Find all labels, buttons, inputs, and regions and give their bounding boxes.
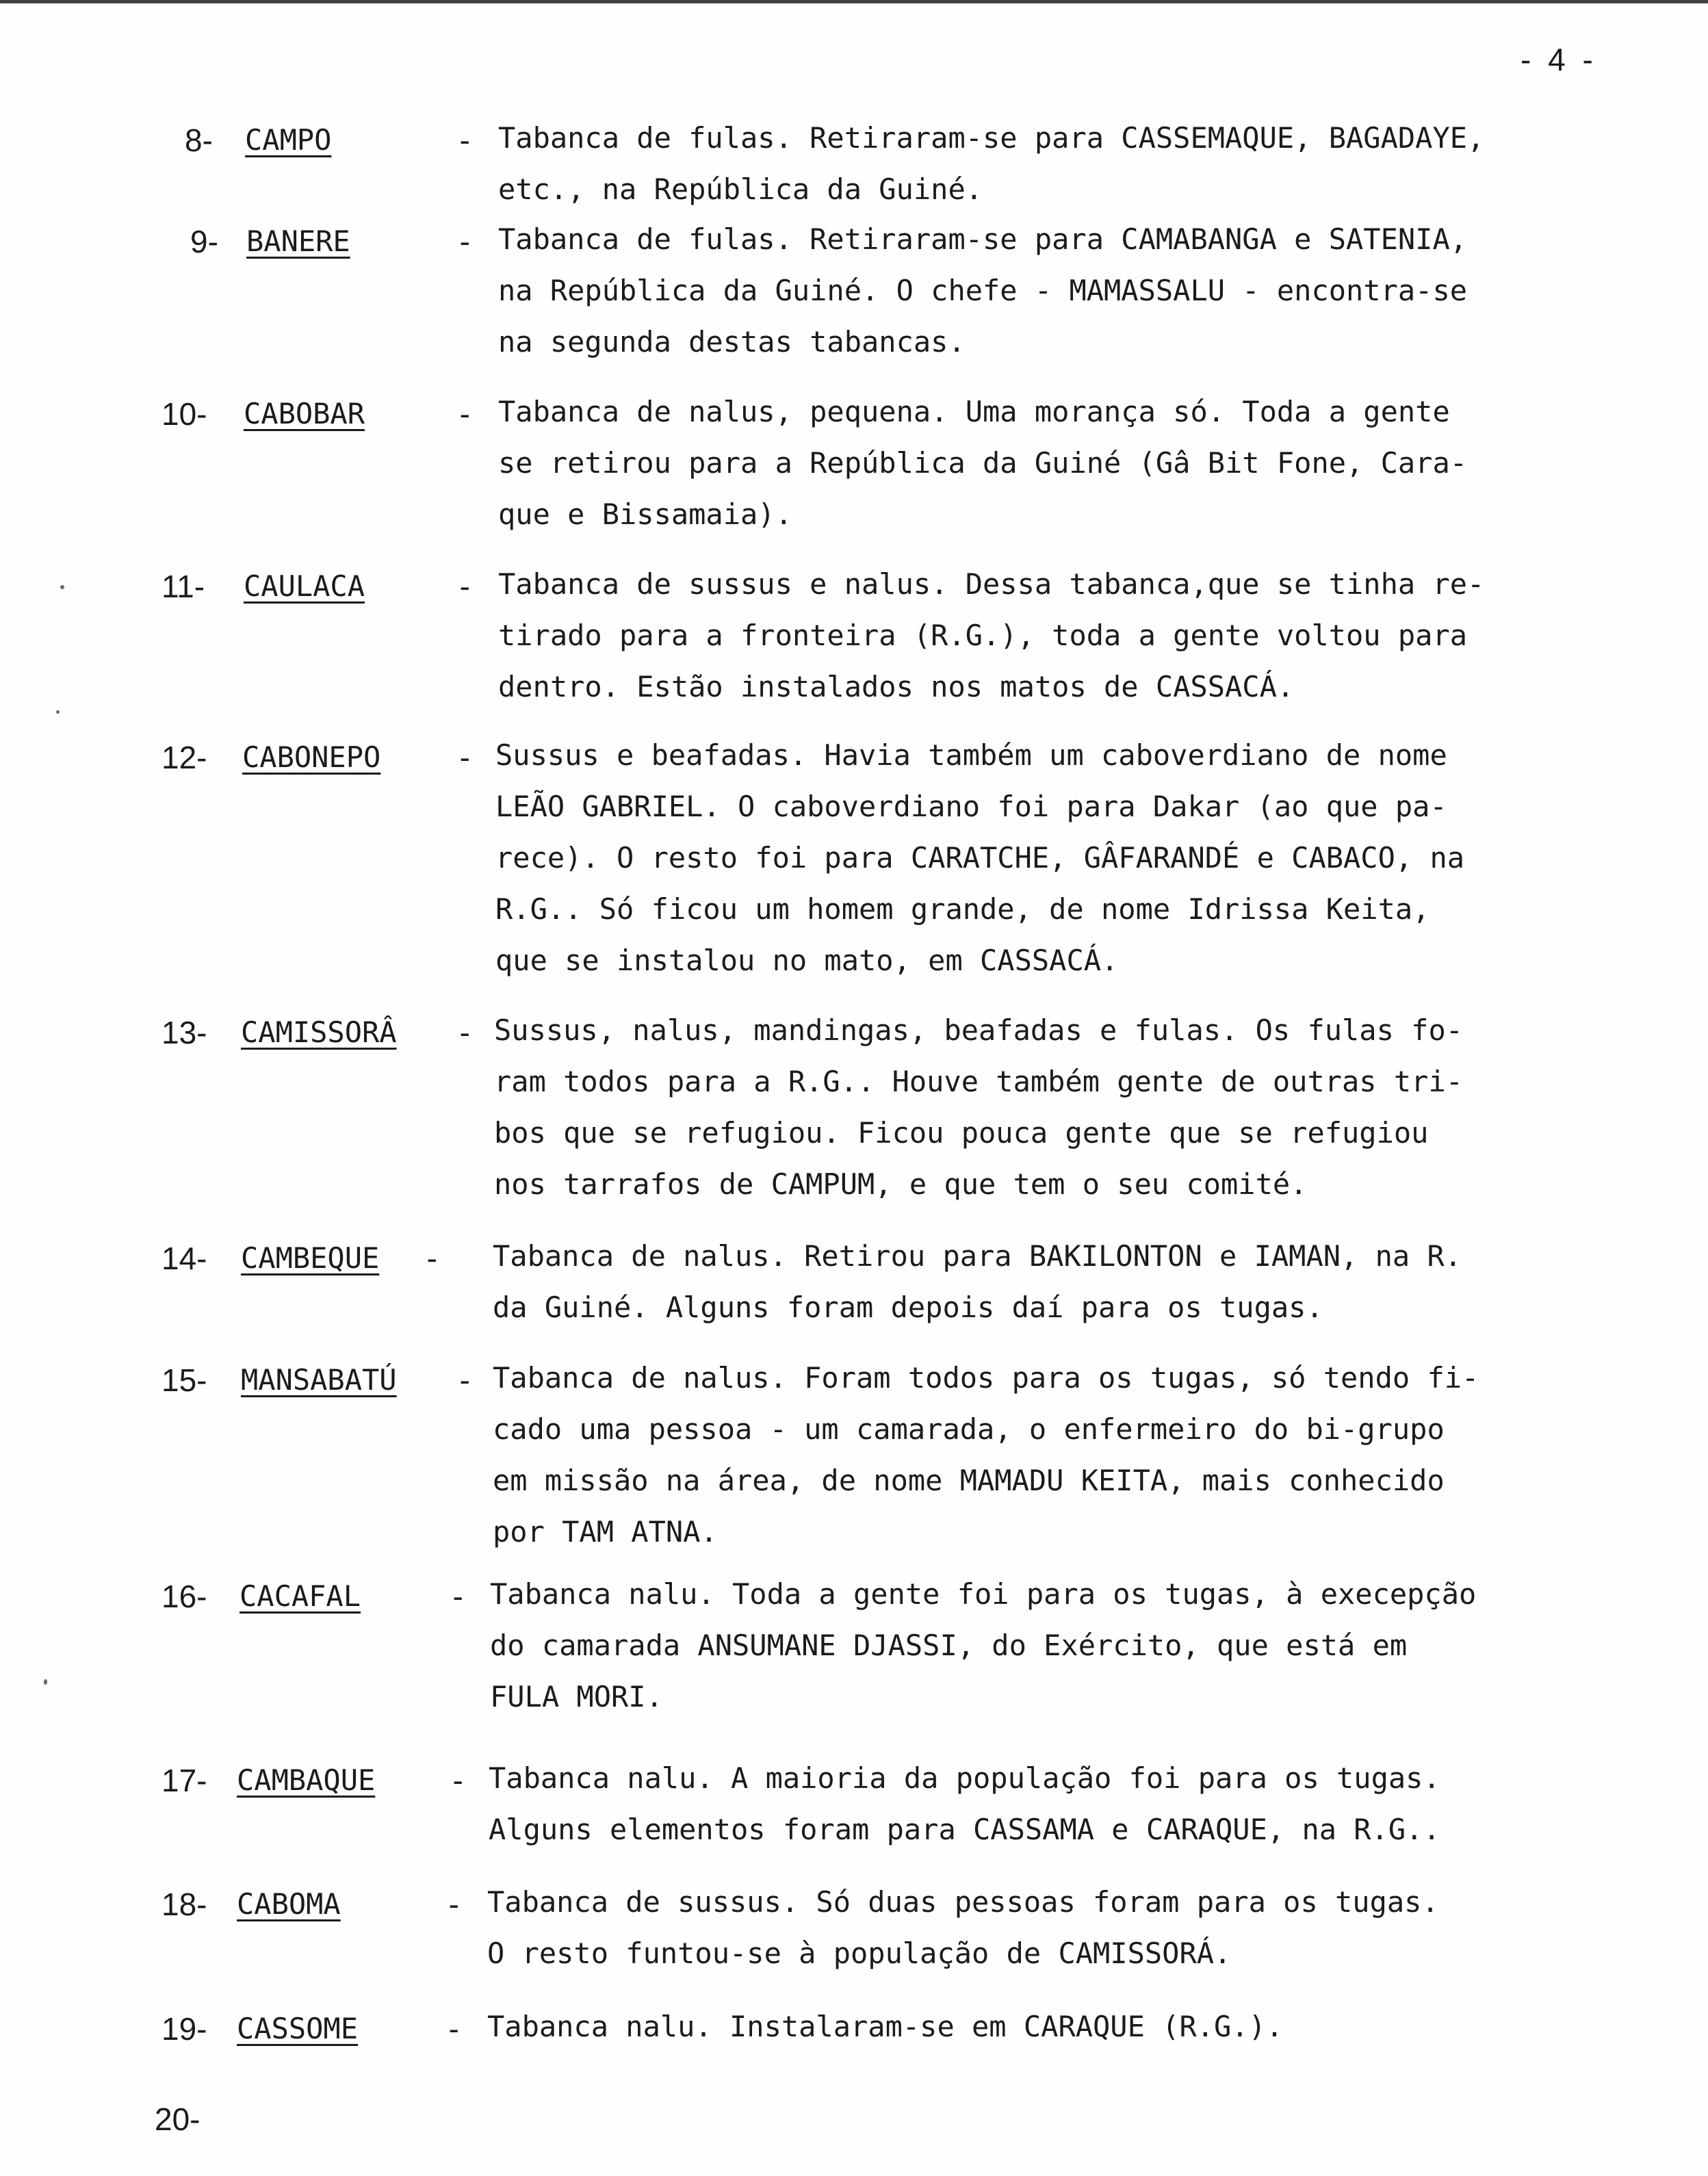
entry-dash: -: [449, 1579, 467, 1614]
entry-number: 12-: [161, 740, 207, 775]
entry-text-line: que se instalou no mato, em CASSACÁ.: [495, 944, 1119, 977]
entry-text-line: Sussus, nalus, mandingas, beafadas e fulas. Os fulas fo-: [494, 1013, 1464, 1047]
place-name: CAMISSORÂ: [241, 1015, 397, 1049]
entry-text-line: na segunda destas tabancas.: [498, 325, 966, 359]
margin-dot: [44, 1679, 47, 1685]
entry-text-line: Sussus e beafadas. Havia também um caboverdiano de nome: [495, 738, 1447, 772]
entry-dash: -: [456, 1363, 474, 1398]
place-name: CABONEPO: [242, 740, 381, 774]
place-name: CAMBAQUE: [237, 1763, 376, 1797]
entry-dash: -: [456, 123, 474, 158]
entry-text-line: Tabanca de nalus. Foram todos para os tugas, só tendo fi-: [493, 1361, 1479, 1395]
place-name: CASSOME: [237, 2012, 359, 2045]
entry-dash: -: [449, 1763, 467, 1798]
entry-text-line: Tabanca nalu. A maioria da população foi para os tugas.: [489, 1761, 1440, 1795]
entry-text-line: em missão na área, de nome MAMADU KEITA, mais conhecido: [493, 1464, 1445, 1497]
place-name: CABOMA: [237, 1887, 341, 1921]
entry-number: 17-: [161, 1763, 207, 1798]
entry-text-line: FULA MORI.: [490, 1680, 663, 1713]
place-name: CACAFAL: [240, 1579, 361, 1613]
entry-text-line: Tabanca de sussus e nalus. Dessa tabanca,que se tinha re-: [498, 567, 1485, 601]
entry-text-line: Tabanca de fulas. Retiraram-se para CASSEMAQUE, BAGADAYE,: [498, 121, 1485, 155]
entry-dash: -: [423, 1241, 441, 1276]
place-name: CAULACA: [244, 569, 365, 603]
entry-text-line: ram todos para a R.G.. Houve também gente de outras tri-: [494, 1065, 1464, 1098]
entry-text-line: Tabanca nalu. Instalaram-se em CARAQUE (R.G.).: [487, 2010, 1284, 2043]
place-name: CAMPO: [245, 123, 332, 157]
entry-number: 16-: [161, 1579, 207, 1614]
top-rule: [0, 0, 1708, 3]
entry-text-line: na República da Guiné. O chefe - MAMASSALU - encontra-se: [498, 274, 1468, 307]
entry-dash: -: [456, 569, 474, 604]
entry-text-line: Tabanca de fulas. Retiraram-se para CAMABANGA e SATENIA,: [498, 222, 1468, 256]
entry-text-line: que e Bissamaia).: [498, 497, 792, 531]
place-name: BANERE: [246, 224, 350, 258]
entry-text-line: do camarada ANSUMANE DJASSI, do Exército, que está em: [490, 1629, 1408, 1662]
entry-text-line: Tabanca de sussus. Só duas pessoas foram para os tugas.: [487, 1885, 1439, 1919]
margin-dot: [56, 710, 60, 714]
entry-dash: -: [456, 1015, 474, 1050]
entry-text-line: LEÃO GABRIEL. O caboverdiano foi para Dakar (ao que pa-: [495, 790, 1447, 823]
entry-number: 8-: [185, 122, 213, 158]
entry-dash: -: [456, 224, 474, 259]
entry-dash: -: [445, 2012, 463, 2047]
entry-text-line: etc., na República da Guiné.: [498, 172, 983, 206]
entry-text-line: se retirou para a República da Guiné (Gâ Bit Fone, Cara-: [498, 446, 1468, 480]
entry-dash: -: [456, 397, 474, 432]
entry-dash: -: [456, 740, 474, 775]
entry-text-line: cado uma pessoa - um camarada, o enfermeiro do bi-grupo: [493, 1412, 1445, 1446]
entry-text-line: Alguns elementos foram para CASSAMA e CARAQUE, na R.G..: [489, 1813, 1440, 1846]
entry-number: 13-: [161, 1015, 207, 1050]
entry-number: 11-: [161, 569, 205, 604]
entry-text-line: nos tarrafos de CAMPUM, e que tem o seu comité.: [494, 1167, 1308, 1201]
entry-number: 18-: [161, 1887, 207, 1922]
entry-text-line: bos que se refugiou. Ficou pouca gente que se refugiou: [494, 1116, 1429, 1150]
entry-number: 10-: [161, 396, 207, 432]
entry-number: 14-: [161, 1241, 207, 1276]
entry-text-line: por TAM ATNA.: [493, 1515, 718, 1549]
entry-text-line: O resto funtou-se à população de CAMISSORÁ.: [487, 1937, 1232, 1970]
entry-text-line: da Guiné. Alguns foram depois daí para os tugas.: [493, 1291, 1323, 1324]
entry-number: 9-: [190, 224, 218, 259]
entry-text-line: Tabanca de nalus. Retirou para BAKILONTON e IAMAN, na R.: [493, 1239, 1462, 1273]
entry-dash: -: [445, 1887, 463, 1922]
entry-text-line: R.G.. Só ficou um homem grande, de nome Idrissa Keita,: [495, 892, 1430, 926]
entry-text-line: rece). O resto foi para CARATCHE, GÂFARANDÉ e CABACO, na: [495, 841, 1465, 875]
entry-text-line: tirado para a fronteira (R.G.), toda a gente voltou para: [498, 619, 1468, 652]
margin-dot: [60, 585, 64, 589]
page-number: - 4 -: [1521, 42, 1597, 77]
entry-number: 20-: [155, 2101, 200, 2137]
entry-text-line: dentro. Estão instalados nos matos de CASSACÁ.: [498, 670, 1295, 703]
place-name: CABOBAR: [244, 397, 365, 430]
entry-text-line: Tabanca nalu. Toda a gente foi para os tugas, à execepção: [490, 1577, 1477, 1611]
entry-number: 19-: [161, 2011, 207, 2047]
place-name: MANSABATÚ: [241, 1363, 397, 1397]
entry-number: 15-: [161, 1362, 207, 1398]
place-name: CAMBEQUE: [241, 1241, 380, 1275]
entry-text-line: Tabanca de nalus, pequena. Uma morança só. Toda a gente: [498, 395, 1450, 428]
